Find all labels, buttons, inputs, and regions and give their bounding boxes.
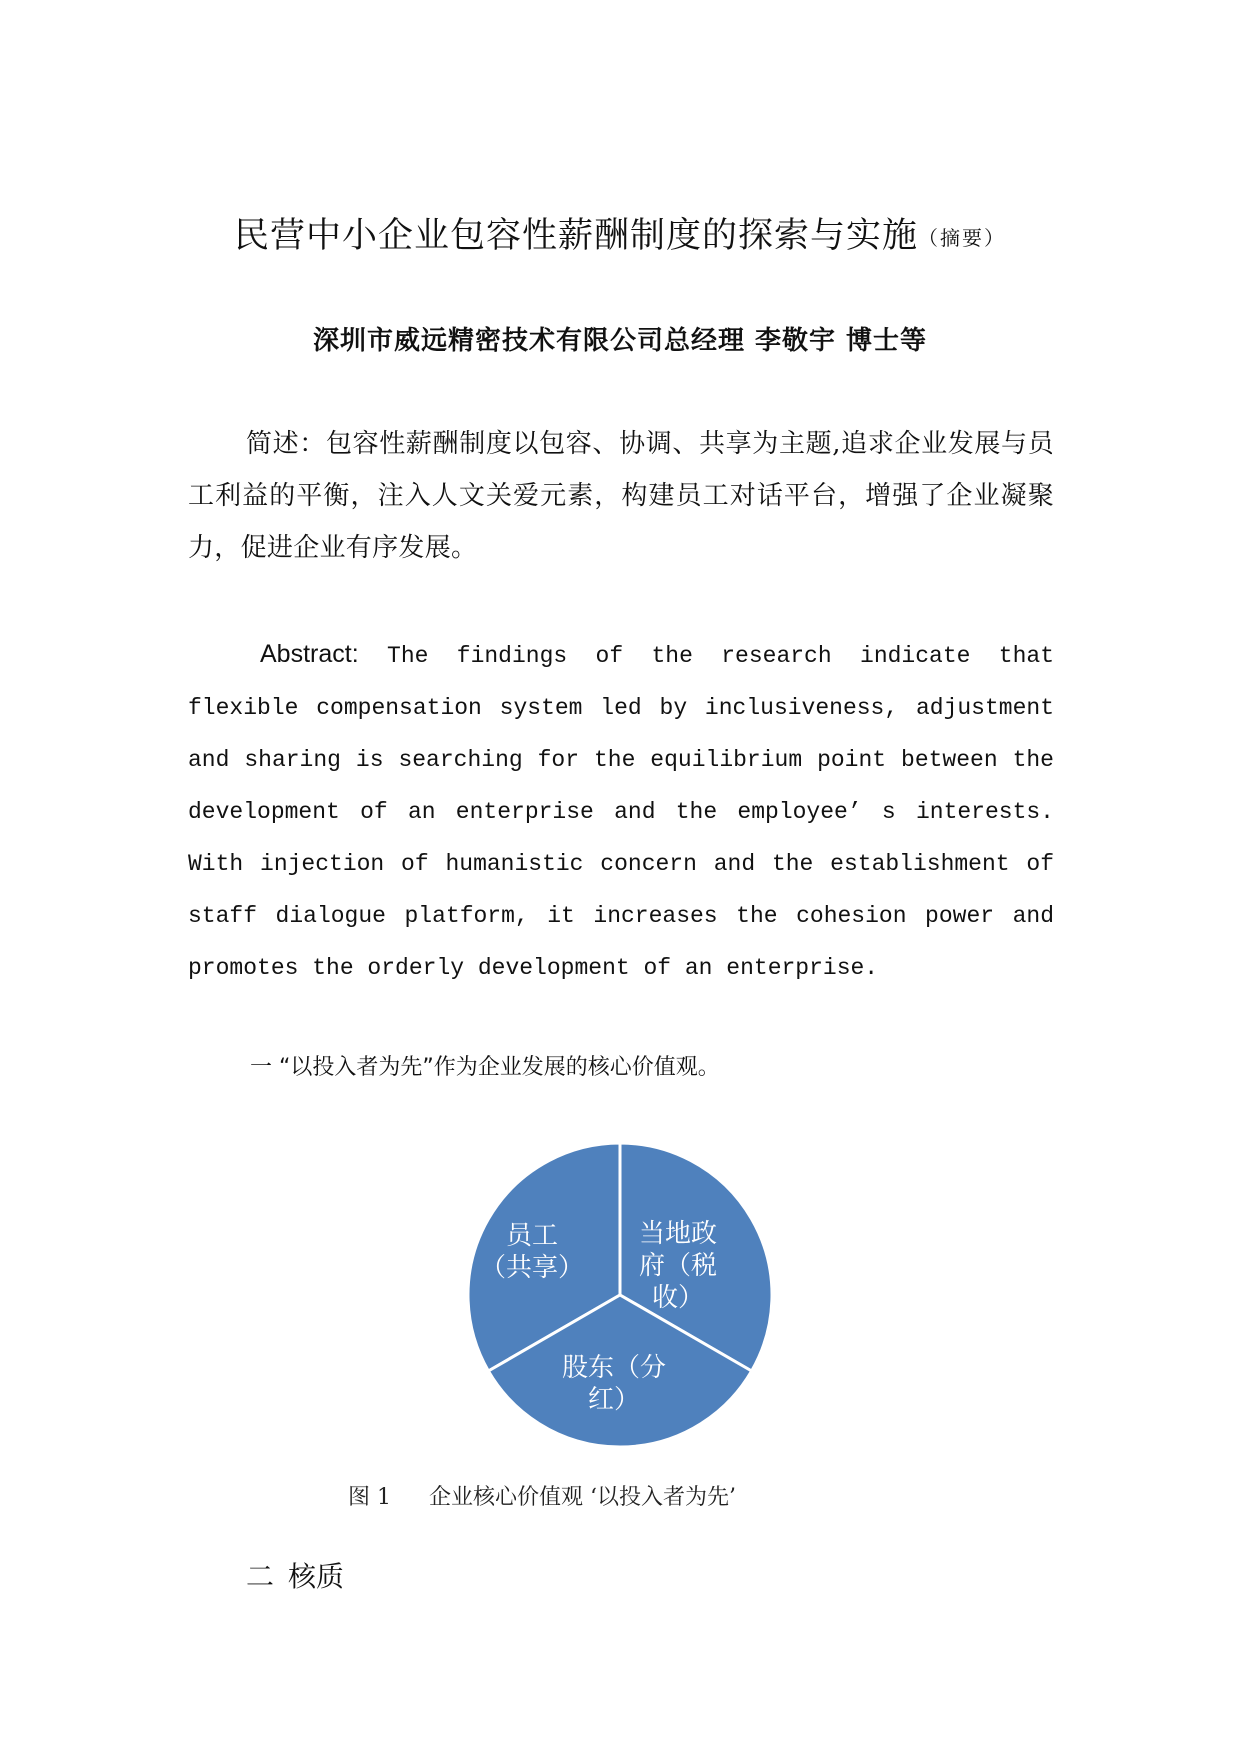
section-two-title: 核质 — [288, 1560, 345, 1593]
chinese-abstract-text: 包容性薪酬制度以包容、协调、共享为主题,追求企业发展与员工利益的平衡，注入人文关爱元素，构建员工对话平台，增强了企业凝聚力，促进企业有序发展。 — [188, 429, 1054, 563]
pie-slice-shareholders-label-line: 红） — [587, 1385, 641, 1415]
figure-caption — [348, 1480, 736, 1511]
figure-number: 图 1 — [348, 1485, 391, 1510]
pie-chart-svg — [460, 1135, 780, 1455]
title-main: 民营中小企业包容性薪酬制度的探索与实施 — [233, 216, 918, 256]
pie-slice-shareholders-label-line: 股东（分 — [561, 1353, 667, 1383]
chinese-abstract — [188, 418, 1054, 574]
section-two-marker: 二 — [246, 1560, 275, 1593]
english-abstract-text: The findings of the research indicate that flexible compensation system led by inclusiveness, adjustment and sharing is searching for the equilibrium point between the development of an enterprise and the employee’ s interests. With injection of humanistic concern and the establishment of staff dialogue platform, it increases the cohesion power and promotes the orderly development of an enterprise. — [188, 643, 1054, 981]
section-one-heading: 一 “以投入者为先”作为企业发展的核心价值观。 — [250, 1055, 720, 1080]
figure-pie-chart — [460, 1135, 780, 1455]
chinese-abstract-label: 简述： — [246, 429, 326, 459]
section-two-heading — [246, 1555, 344, 1595]
document-title — [150, 208, 1090, 258]
pie-slice-government-label-line: 当地政 — [638, 1219, 718, 1249]
title-suffix: （摘要） — [918, 226, 1006, 250]
author-line: 深圳市威远精密技术有限公司总经理 李敬宇 博士等 — [312, 326, 928, 356]
english-abstract — [188, 628, 1054, 994]
figure-caption-text: 企业核心价值观 ‘以投入者为先’ — [429, 1485, 736, 1510]
pie-slice-government-label-line: 收） — [651, 1283, 705, 1313]
pie-slice-employees-label-line: 员工 — [505, 1221, 559, 1251]
pie-slice-government-label-line: 府（税 — [638, 1251, 718, 1281]
pie-slice-employees-label-line: （共享） — [479, 1253, 585, 1283]
english-abstract-label: Abstract: — [260, 640, 359, 668]
